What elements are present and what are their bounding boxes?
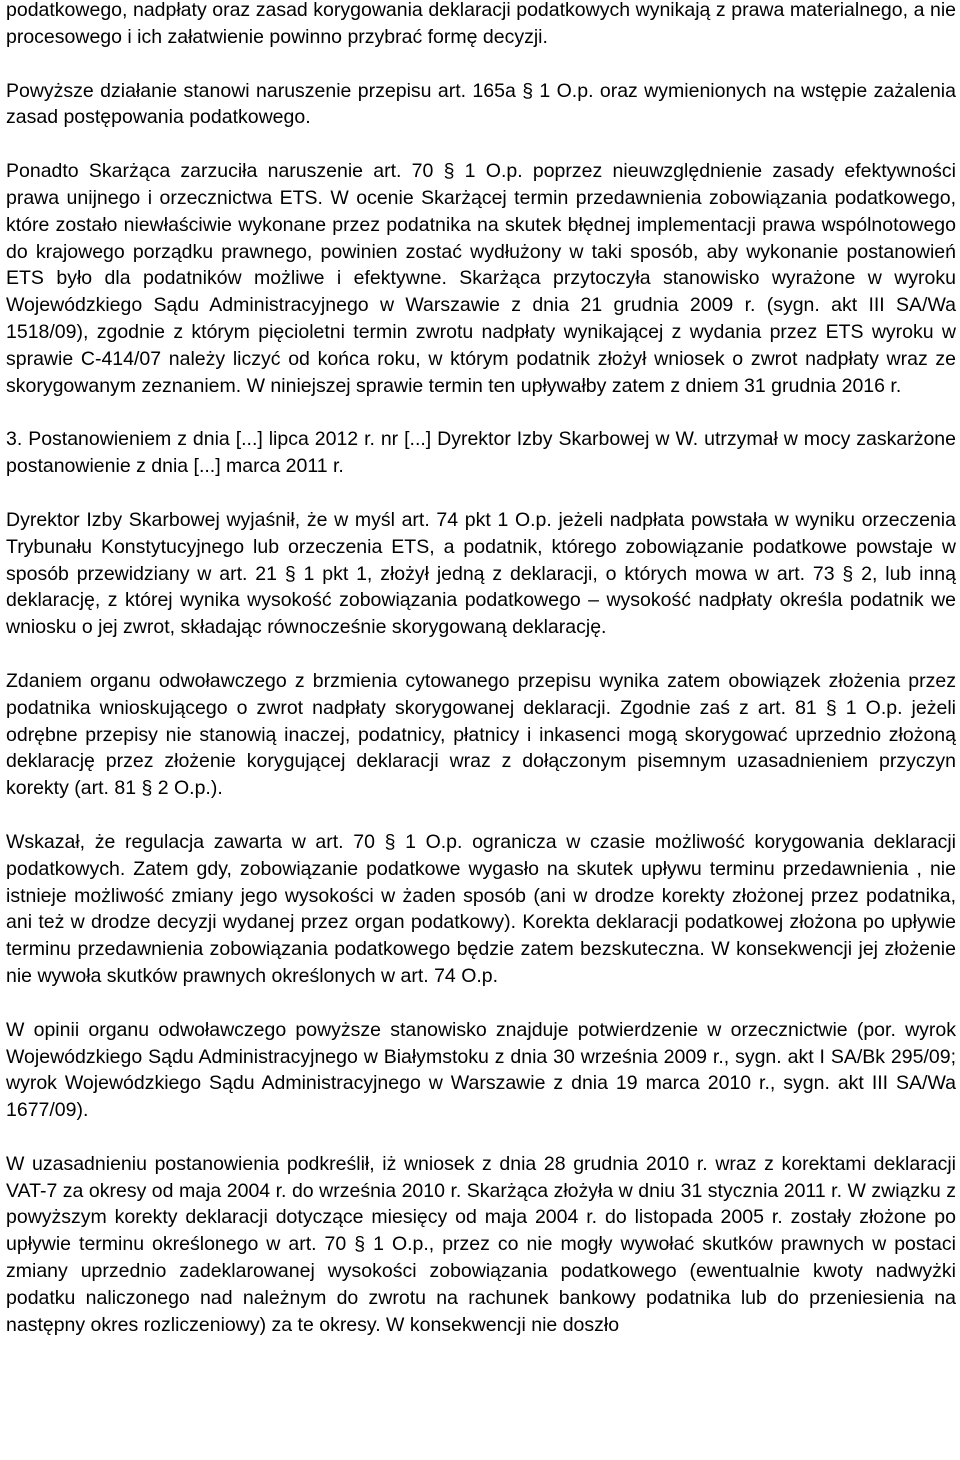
paragraph-postanowienie: 3. Postanowieniem z dnia [...] lipca 2012 r. nr [...] Dyrektor Izby Skarbowej w W. utrzymał w mocy zaskarżone postanowienie z dnia [...] marca 2011 r. [6,428,956,478]
paragraph-orzecznictwo: W opinii organu odwoławczego powyższe stanowisko znajduje potwierdzenie w orzecznictwie (por. wyrok Wojewódzkiego Sądu Administracyjnego w Białymstoku z dnia 30 września 2009 r., sygn. akt I SA/Bk 295/09; wyrok Wojewódzkiego Sądu Administracyjnego w Warszawie z dnia 19 marca 2010 r., sygn. akt III SA/Wa 1677/09). [6,1018,956,1122]
paragraph-art-165a: Powyższe działanie stanowi naruszenie przepisu art. 165a § 1 O.p. oraz wymienionych na wstępie zażalenia zasad postępowania podatkowego. [6,79,956,129]
paragraph-regulacja: Wskazał, że regulacja zawarta w art. 70 § 1 O.p. ogranicza w czasie możliwość korygowania deklaracji podatkowych. Zatem gdy, zobowiązanie podatkowe wygasło na skutek upływu terminu przedawnienia , nie istnieje możliwość zmiany jego wysokości w żaden sposób (ani w drodze korekty złożonej przez podatnika, ani też w drodze decyzji wydanej przez organ podatkowy). Korekta deklaracji podatkowej złożona po upływie terminu przedawnienia zobowiązania podatkowego będzie zatem bezskuteczna. W konsekwencji jej złożenie nie wywoła skutków prawnych określonych w art. 74 O.p. [6,830,956,987]
paragraph-art-74: Dyrektor Izby Skarbowej wyjaśnił, że w myśl art. 74 pkt 1 O.p. jeżeli nadpłata powstała w wyniku orzeczenia Trybunału Konstytucyjnego lub orzeczenia ETS, a podatnik, którego zobowiązanie podatkowe powstaje w sposób przewidziany w art. 21 § 1 pkt 1, złożył jedną z deklaracji, o których mowa w art. 73 § 2, lub inną deklarację, z której wynika wysokość zobowiązania podatkowego – wysokość nadpłaty określa podatnik we wniosku o jej zwrot, składając równocześnie skorygowaną deklarację. [6,508,956,639]
document-page [6,0,956,1365]
paragraph-art-70-ets: Ponadto Skarżąca zarzuciła naruszenie art. 70 § 1 O.p. poprzez nieuwzględnienie zasady efektywności prawa unijnego i orzecznictwa ETS. W ocenie Skarżącej termin przedawnienia zobowiązania podatkowego, które zostało niewłaściwie wykonane przez podatnika na skutek błędnej implementacji prawa wspólnotowego do krajowego porządku prawnego, powinien zostać wydłużony w taki sposób, aby wykonanie postanowień ETS było dla podatników możliwe i efektywne. Skarżąca przytoczyła stanowisko wyrażone w wyroku Wojewódzkiego Sądu Administracyjnego w Warszawie z dnia 21 grudnia 2009 r. (sygn. akt III SA/Wa 1518/09), zgodnie z którym pięcioletni termin zwrotu nadpłaty wynikającej z wydania przez ETS wyroku w sprawie C-414/07 należy liczyć od końca roku, w którym podatnik złożył wniosek o zwrot nadpłaty wraz ze skorygowanym zeznaniem. W niniejszej sprawie termin ten upływałby zatem z dniem 31 grudnia 2016 r. [6,160,956,397]
paragraph-intro: podatkowego, nadpłaty oraz zasad korygowania deklaracji podatkowych wynikają z prawa materialnego, a nie procesowego i ich załatwienie powinno przybrać formę decyzji. [6,0,956,48]
paragraph-art-81: Zdaniem organu odwoławczego z brzmienia cytowanego przepisu wynika zatem obowiązek złożenia przez podatnika wnioskującego o zwrot nadpłaty skorygowanej deklaracji. Zgodnie zaś z art. 81 § 1 O.p. jeżeli odrębne przepisy nie stanowią inaczej, podatnicy, płatnicy i inkasenci mogą skorygować uprzednio złożoną deklarację przez złożenie korygującej deklaracji wraz z dołączonym pisemnym uzasadnieniem przyczyn korekty (art. 81 § 2 O.p.). [6,669,956,800]
paragraph-uzasadnienie: W uzasadnieniu postanowienia podkreślił, iż wniosek z dnia 28 grudnia 2010 r. wraz z korektami deklaracji VAT-7 za okresy od maja 2004 r. do września 2010 r. Skarżąca złożyła w dniu 31 stycznia 2011 r. W związku z powyższym korekty deklaracji dotyczące miesięcy od maja 2004 r. do listopada 2005 r. zostały złożone po upływie terminu określonego w art. 70 § 1 O.p., przez co nie mogły wywołać skutków prawnych w postaci zmiany uprzednio zadeklarowanej wysokości zobowiązania podatkowego (ewentualnie kwoty nadwyżki podatku naliczonego nad należnym do zwrotu na rachunek bankowy podatnika lub do przeniesienia na następny okres rozliczeniowy) za te okresy. W konsekwencji nie doszło [6,1152,956,1336]
